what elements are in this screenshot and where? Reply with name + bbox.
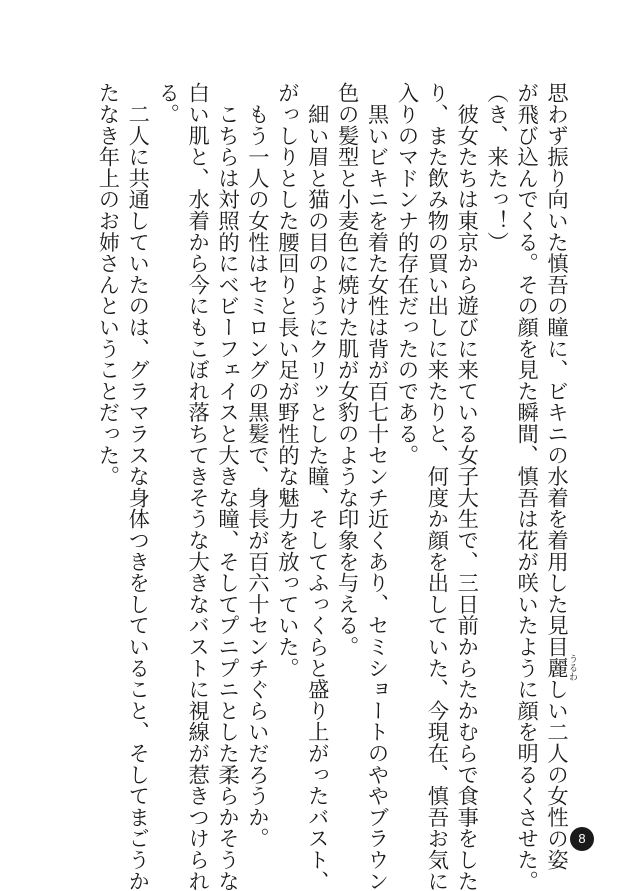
text-line: が飛び込んでくる。その顔を見た瞬間、慎吾は花が咲いたように顔を明るくさせた。 [513, 82, 539, 891]
ruby-base: 麗 [543, 654, 569, 682]
ruby-reading: うるわ [567, 654, 577, 682]
text-line: （き、来たっ！） [483, 82, 509, 253]
text-line: 黒いビキニを着た女性は背が百七十センチ近くあり、セミショートのややブラウン [364, 82, 390, 891]
vertical-body-text [92, 82, 577, 891]
ruby-word [543, 654, 577, 682]
text-line-1 [541, 82, 577, 871]
text-line: こちらは対照的にベビーフェイスと大きな瞳、そしてプニプニとした柔らかそうな [214, 82, 240, 891]
text-line: 白い肌と、水着から今にもこぼれ落ちてきそうな大きなバストに視線が惹きつけられ [184, 82, 210, 891]
text-line: 細い眉と猫の目のようにクリッとした瞳、そしてふっくらと盛り上がったバスト、 [304, 82, 330, 891]
text-line: 二人に共通していたのは、グラマラスな身体つきをしていること、そしてまごうか [124, 82, 150, 891]
text-line: 入りのマドンナ的存在だったのである。 [393, 82, 419, 466]
text-line: もう一人の女性はセミロングの黒髪で、身長が百六十センチぐらいだろうか。 [244, 82, 270, 849]
text-line: 色の髪型と小麦色に焼けた肌が女豹のような印象を与える。 [334, 82, 360, 658]
text-line-1-end: しい二人の女性の姿 [543, 678, 569, 871]
text-line-1-start: 思わず振り向いた慎吾の瞳に、ビキニの水着を着用した見目 [543, 82, 569, 658]
text-line: る。 [154, 82, 180, 125]
text-line: たなき年上のお姉さんということだった。 [94, 82, 120, 487]
page-number-badge: 8 [570, 827, 594, 851]
text-line: 彼女たちは東京から遊びに来ている女子大生で、三日前からたかむらで食事をした [453, 82, 479, 891]
text-line: り、また飲み物の買い出しに来たりと、何度か顔を出していた、今現在、慎吾お気に [423, 82, 449, 891]
text-line: がっしりとした腰回りと長い足が野性的な魅力を放っていた。 [274, 82, 300, 679]
